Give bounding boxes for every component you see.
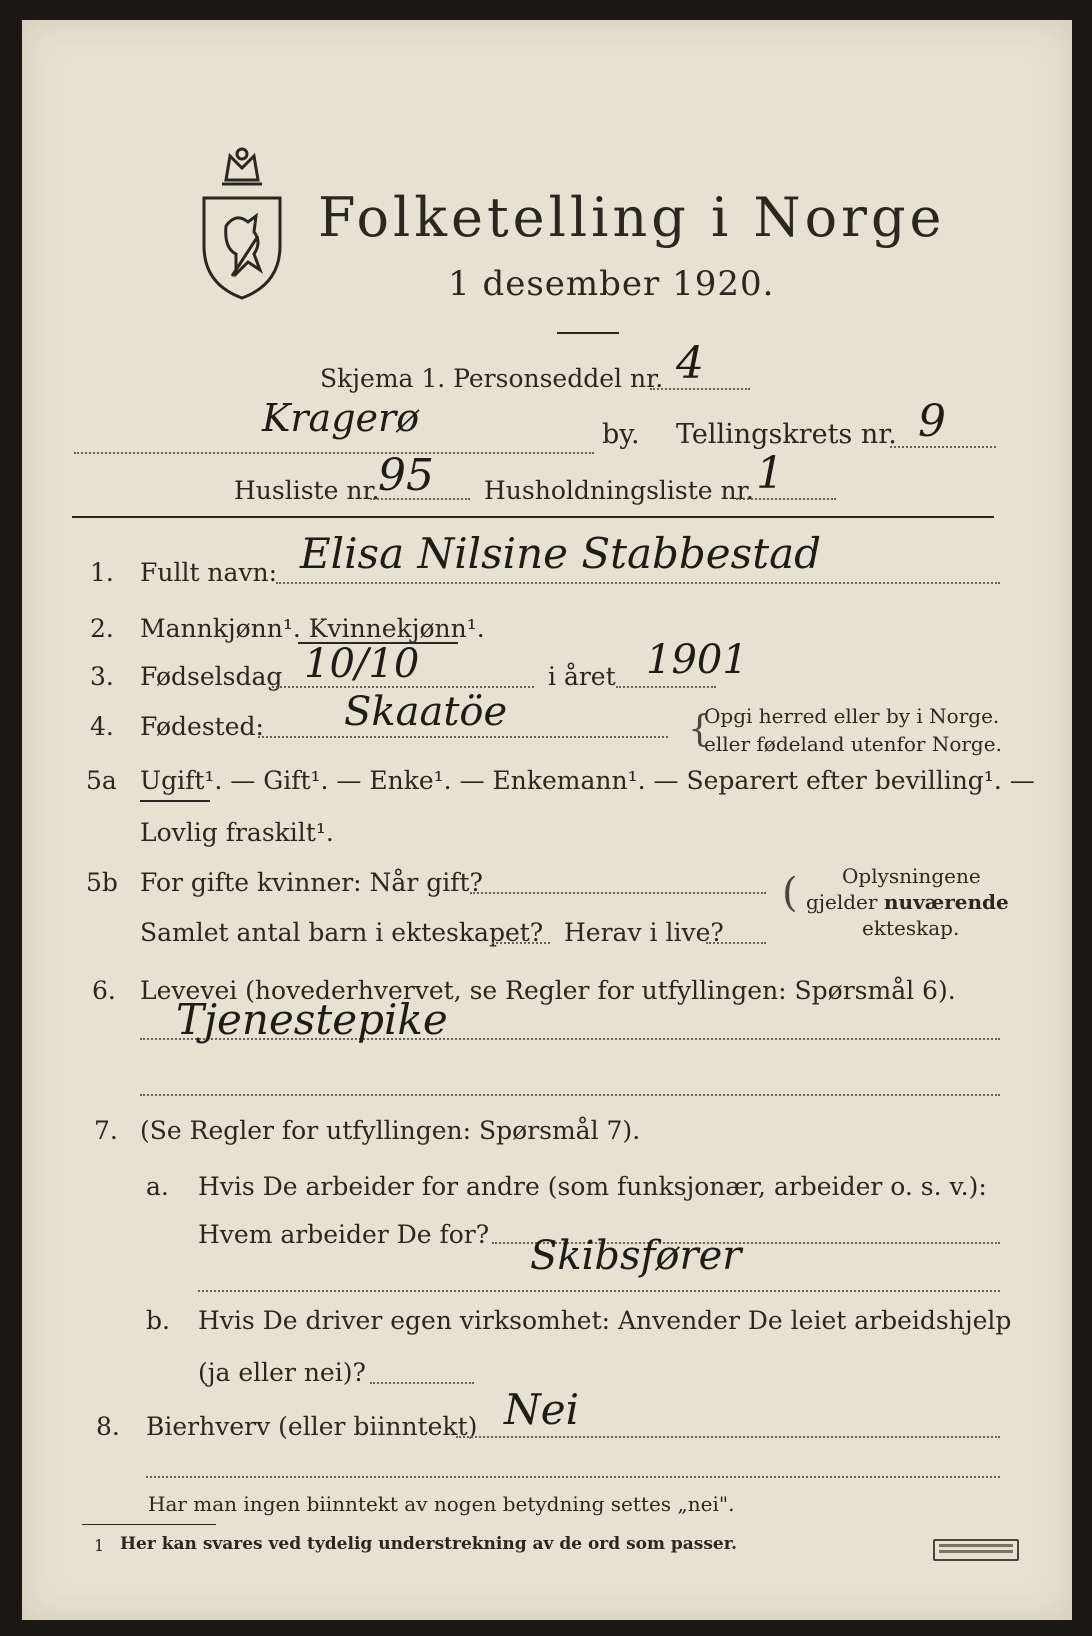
q6-number: 6. (92, 976, 116, 1005)
q4-label: Fødested: (140, 712, 264, 741)
form-title: Folketelling i Norge (318, 186, 946, 249)
marital-status-options[interactable]: Ugift¹. — Gift¹. — Enke¹. — Enkemann¹. — Separert efter bevilling¹. — (140, 766, 1035, 795)
skjema-label: Skjema 1. Personseddel nr. (320, 364, 664, 393)
footnote-number: 1 (94, 1536, 105, 1555)
birthday-field[interactable]: 10/10 (304, 641, 420, 687)
birthplace-line (258, 736, 668, 738)
birth-year-line (616, 686, 716, 688)
q7b-letter: b. (146, 1306, 170, 1335)
town-line (74, 452, 594, 454)
q5b-alive-label: Herav i live? (564, 918, 724, 947)
occupation-field[interactable]: Tjenestepike (176, 995, 448, 1044)
q5b-note-2b: nuværende (884, 890, 1009, 914)
footer-note: Har man ingen biinntekt av nogen betydning settes „nei". (148, 1492, 735, 1516)
q5a-number: 5a (86, 766, 117, 795)
tellingskrets-label: Tellingskrets nr. (676, 419, 897, 450)
employer-line-2 (198, 1290, 1000, 1292)
q5b-note-1: Oplysningene (842, 864, 981, 888)
q7a-letter: a. (146, 1172, 169, 1201)
q3-number: 3. (90, 662, 114, 691)
skjema-number[interactable]: 4 (676, 338, 704, 389)
q5b-label: For gifte kvinner: Når gift? (140, 868, 483, 897)
footnote-text: Her kan svares ved tydelig understrekning av de ord som passer. (120, 1534, 738, 1554)
q2-number: 2. (90, 614, 114, 643)
q5b-number: 5b (86, 868, 118, 897)
q1-number: 1. (90, 558, 114, 587)
gender-options[interactable]: Mannkjønn¹. Kvinnekjønn¹. (140, 614, 485, 643)
marital-status-options-2[interactable]: Lovlig fraskilt¹. (140, 818, 334, 847)
husliste-number[interactable]: 95 (378, 450, 434, 501)
hired-help-line (370, 1382, 474, 1384)
q5b-note-2a: gjelder (806, 890, 878, 914)
married-when-line (470, 892, 766, 894)
q5b-note-3: ekteskap. (862, 916, 960, 940)
q8-number: 8. (96, 1412, 120, 1441)
coat-of-arms-icon (196, 146, 288, 302)
birthplace-field[interactable]: Skaatöe (344, 689, 508, 735)
children-count-line (492, 942, 550, 944)
q6-label: Levevei (hovederhvervet, se Regler for utfyllingen: Spørsmål 6). (140, 976, 956, 1005)
occupation-line-2 (140, 1094, 1000, 1096)
q4-note-2: eller fødeland utenfor Norge. (704, 732, 1002, 756)
title-divider (557, 332, 619, 334)
side-income-field[interactable]: Nei (504, 1385, 580, 1434)
q8-label: Bierhverv (eller biinntekt) (146, 1412, 478, 1441)
q3-label: Fødselsdag (140, 662, 283, 691)
q7a-label: Hvis De arbeider for andre (som funksjonær, arbeider o. s. v.): (198, 1172, 987, 1201)
side-income-line-2 (146, 1476, 1000, 1478)
q7a-label-2: Hvem arbeider De for? (198, 1220, 490, 1249)
husholdning-label: Husholdningsliste nr. (484, 476, 754, 505)
q4-note-1: Opgi herred eller by i Norge. (704, 704, 1000, 728)
printer-stamp (933, 1539, 1019, 1561)
q4-note-brace: { (688, 709, 711, 750)
q7b-label-2: (ja eller nei)? (198, 1358, 366, 1387)
birth-year-field[interactable]: 1901 (646, 637, 748, 683)
q3-year-label: i året (548, 662, 616, 691)
q7-number: 7. (94, 1116, 118, 1145)
ugift-underline (140, 800, 210, 802)
children-alive-line (706, 942, 766, 944)
q7b-label: Hvis De driver egen virksomhet: Anvender De leiet arbeidshjelp (198, 1306, 1012, 1335)
town-name[interactable]: Kragerø (262, 396, 420, 440)
full-name-field[interactable]: Elisa Nilsine Stabbestad (300, 529, 822, 578)
q5b-note-brace: ( (782, 870, 798, 916)
q4-number: 4. (90, 712, 114, 741)
form-date: 1 desember 1920. (448, 264, 775, 304)
q1-line (276, 582, 1000, 584)
q5b-children-label: Samlet antal barn i ekteskapet? (140, 918, 544, 947)
husliste-label: Husliste nr. (234, 476, 380, 505)
q1-label: Fullt navn: (140, 558, 278, 587)
tellingskrets-number[interactable]: 9 (918, 396, 946, 447)
q7-label: (Se Regler for utfyllingen: Spørsmål 7). (140, 1116, 641, 1145)
footnote-rule (82, 1524, 216, 1525)
header-rule (72, 516, 994, 518)
husholdning-number[interactable]: 1 (756, 448, 784, 499)
side-income-line (456, 1436, 1000, 1438)
husholdning-line (736, 498, 836, 500)
employer-field[interactable]: Skibsfører (530, 1233, 742, 1279)
by-label: by. (602, 419, 640, 450)
